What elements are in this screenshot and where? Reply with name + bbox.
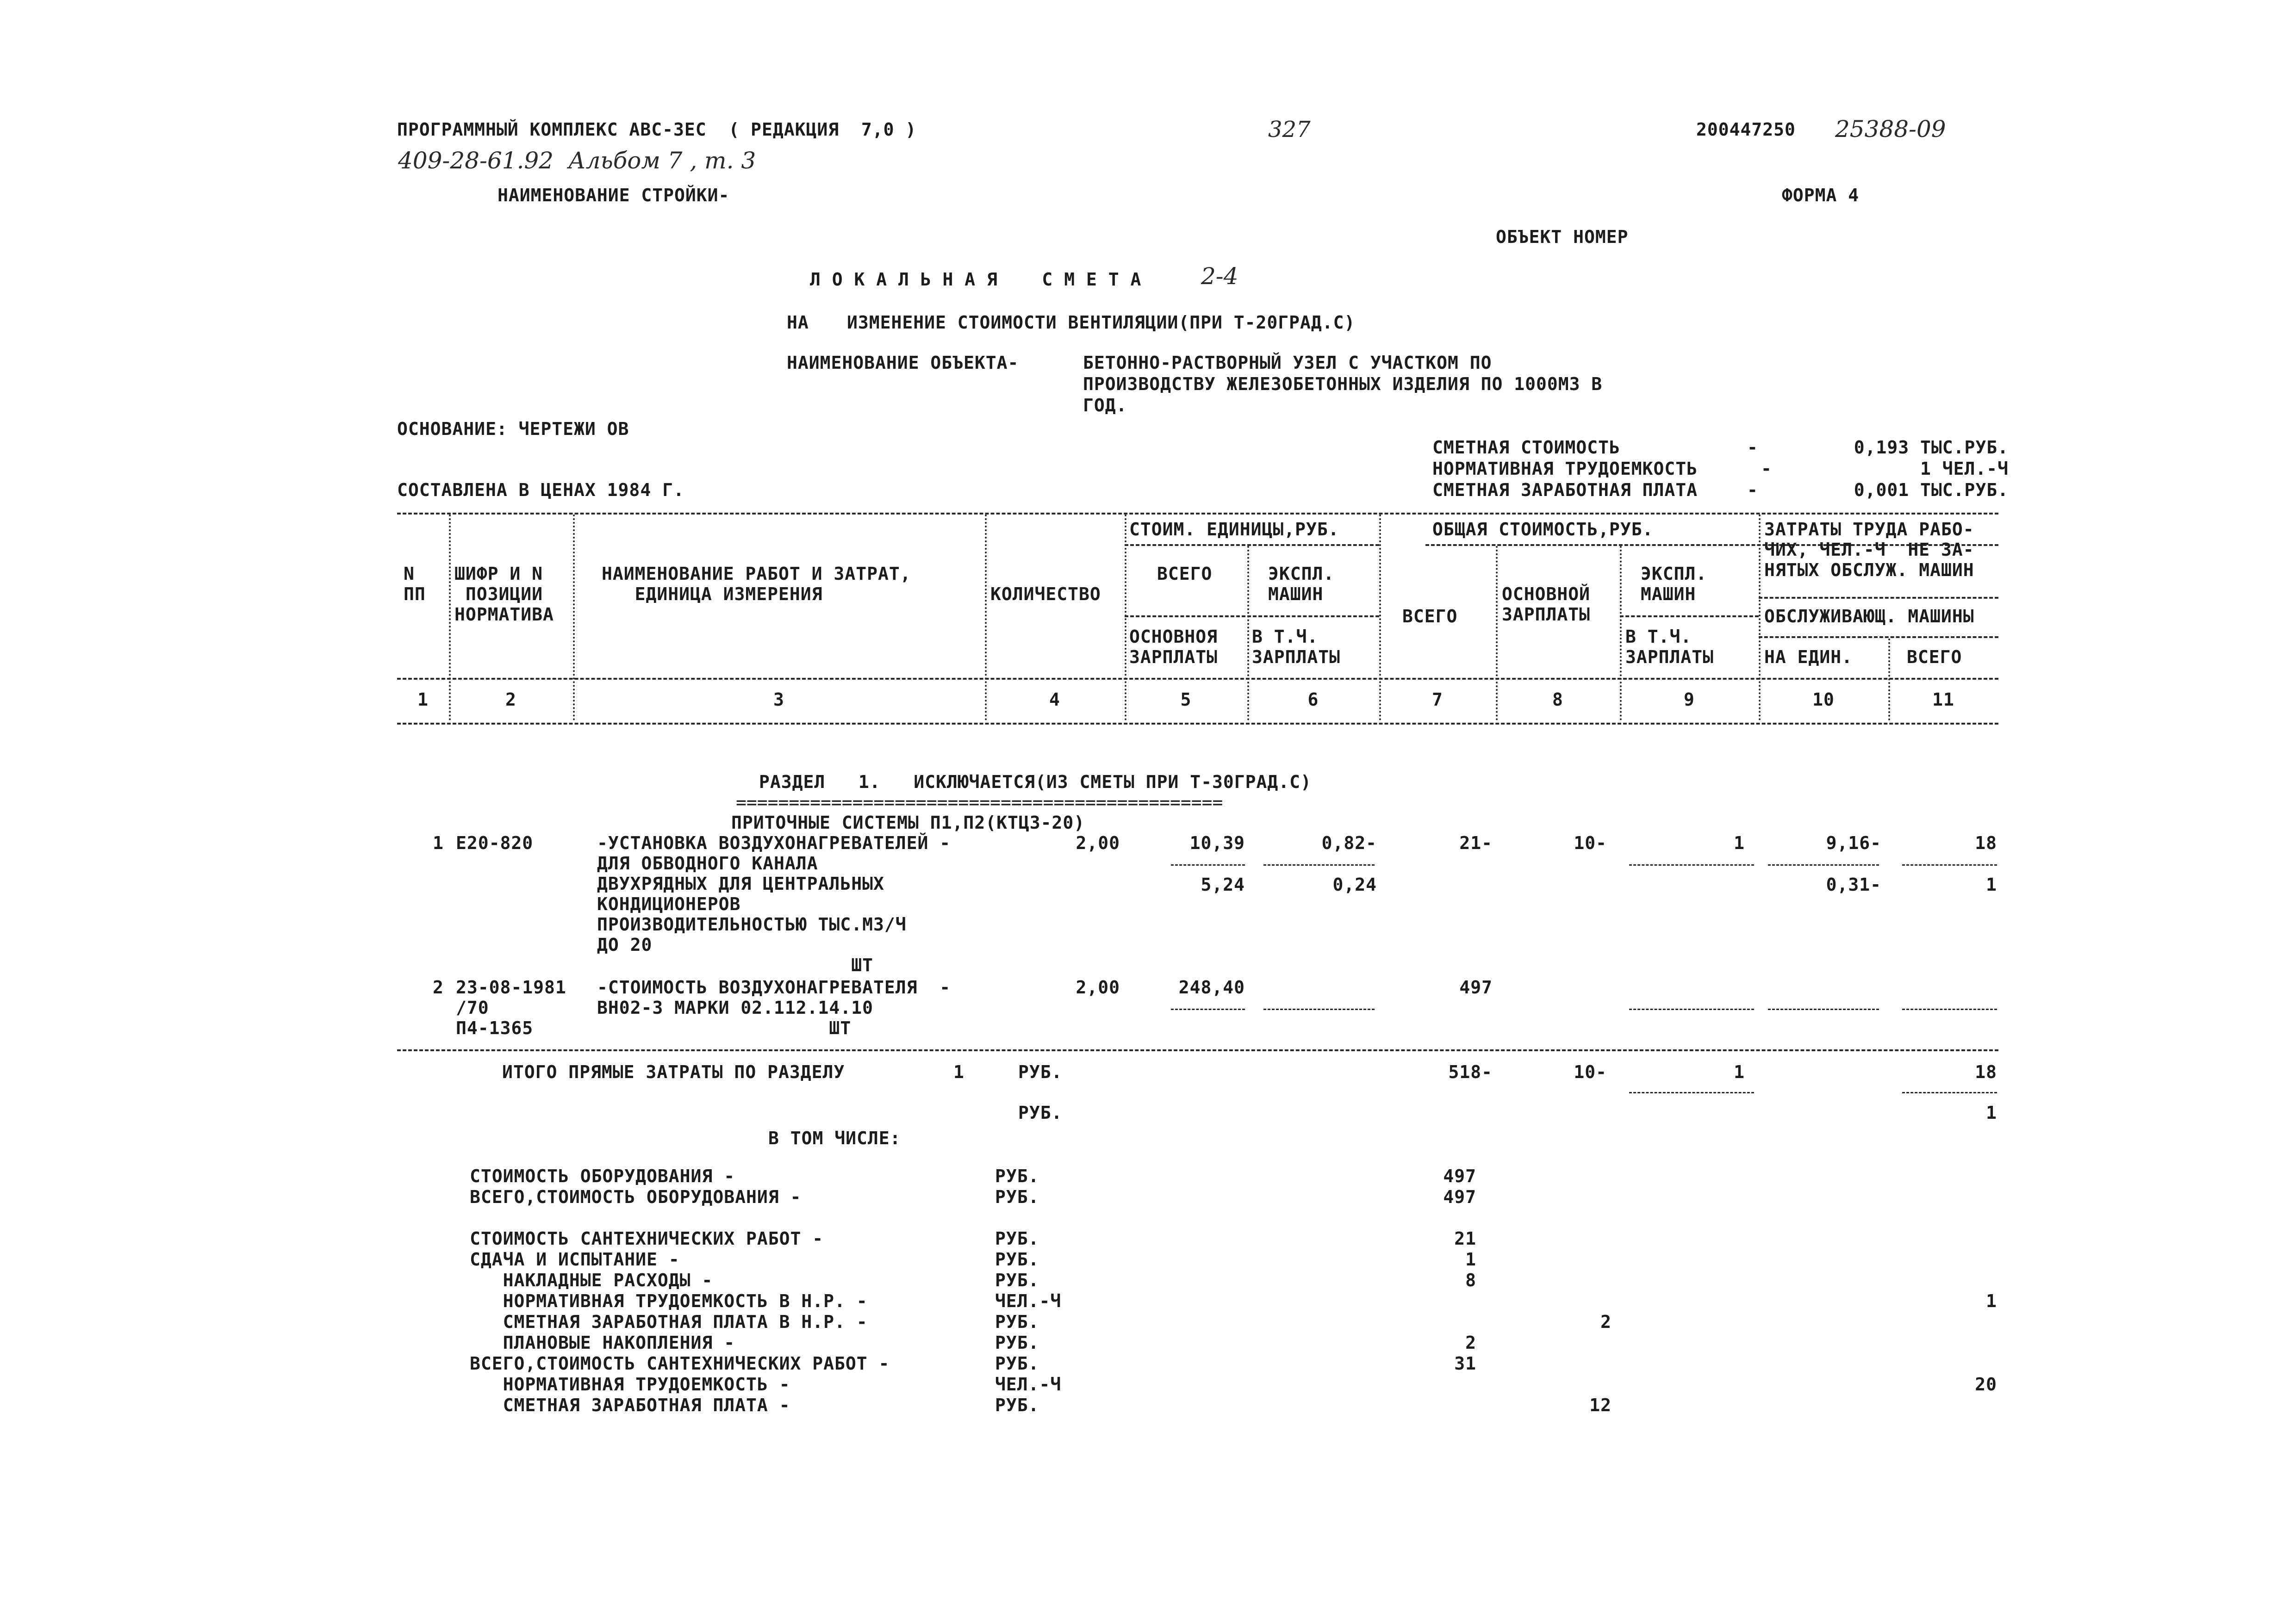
- col-number: 10: [1812, 689, 1835, 710]
- table-top-rule: [397, 513, 1998, 515]
- breakdown-total: 497: [1443, 1166, 1476, 1186]
- row1-c11: 18: [1975, 833, 1997, 853]
- col-number: 1: [417, 689, 429, 710]
- object-line-2: ПРОИЗВОДСТВУ ЖЕЛЕЗОБЕТОННЫХ ИЗДЕЛИЯ ПО 1000М3 В: [1083, 374, 1603, 394]
- breakdown-unit: РУБ.: [995, 1270, 1039, 1290]
- breakdown-label: ПЛАНОВЫЕ НАКОПЛЕНИЯ -: [470, 1333, 735, 1353]
- including-label: В ТОМ ЧИСЛЕ:: [768, 1128, 901, 1148]
- th-uc-base: ОСНОВНОЯ ЗАРПЛАТЫ: [1129, 626, 1218, 667]
- th-code: ШИФР И N ПОЗИЦИИ НОРМАТИВА: [454, 564, 554, 625]
- row1-c9-rule: [1629, 864, 1754, 866]
- breakdown-unit: РУБ.: [995, 1187, 1039, 1207]
- document-code: 200447250: [1696, 119, 1796, 140]
- breakdown-c8: 2: [1600, 1312, 1612, 1332]
- summary-value-cost: 0,193 ТЫС.РУБ.: [1854, 437, 2009, 458]
- totals-c11b: 1: [1986, 1103, 1997, 1123]
- breakdown-total: 21: [1454, 1228, 1476, 1249]
- breakdown-unit: РУБ.: [995, 1249, 1039, 1270]
- totals-c8: 10-: [1574, 1062, 1607, 1082]
- col-number: 9: [1684, 689, 1695, 710]
- th-labor-sub: ОБСЛУЖИВАЮЩ. МАШИНЫ: [1764, 606, 1974, 626]
- row1-text: -УСТАНОВКА ВОЗДУХОНАГРЕВАТЕЛЕЙ - ДЛЯ ОБВОДНОГО КАНАЛА ДВУХРЯДНЫХ ДЛЯ ЦЕНТРАЛЬНЫХ КОНДИЦИОНЕРОВ ПРОИЗВОДИТЕЛЬНОСТЬЮ ТЫС.М3/Ч ДО 20 ШТ: [597, 833, 951, 975]
- breakdown-label: НОРМАТИВНАЯ ТРУДОЕМКОСТЬ -: [470, 1374, 790, 1395]
- na-label: НА: [787, 312, 809, 333]
- breakdown-c11: 20: [1975, 1374, 1997, 1395]
- page-number: 327: [1268, 117, 1311, 143]
- row1-qty: 2,00: [1076, 833, 1120, 853]
- breakdown-label: ВСЕГО,СТОИМОСТЬ ОБОРУДОВАНИЯ -: [470, 1187, 802, 1207]
- th-tc-base: ОСНОВНОЙ ЗАРПЛАТЫ: [1502, 584, 1591, 625]
- summary-sep-labor: -: [1761, 459, 1772, 479]
- construction-name-label: НАИМЕНОВАНИЕ СТРОЙКИ-: [498, 185, 730, 205]
- object-label: НАИМЕНОВАНИЕ ОБЪЕКТА-: [787, 353, 1019, 373]
- section-title: РАЗДЕЛ 1. ИСКЛЮЧАЕТСЯ(ИЗ СМЕТЫ ПРИ Т-30ГРАД.С): [759, 772, 1312, 792]
- breakdown-label: НОРМАТИВНАЯ ТРУДОЕМКОСТЬ В Н.Р. -: [470, 1291, 868, 1311]
- totals-unit: РУБ.: [1018, 1062, 1063, 1082]
- totals-unit-2: РУБ.: [1018, 1103, 1063, 1123]
- row1-c8: 10-: [1574, 833, 1607, 853]
- row1-c10b: 0,31-: [1826, 874, 1881, 895]
- col-number: 6: [1307, 689, 1319, 710]
- handwritten-code: 25388-09: [1835, 116, 1946, 143]
- estimate-subject: ИЗМЕНЕНИЕ СТОИМОСТИ ВЕНТИЛЯЦИИ(ПРИ Т-20ГРАД.С): [847, 312, 1356, 333]
- tc-mach-mid-rule: [1620, 615, 1759, 617]
- breakdown-label: СДАЧА И ИСПЫТАНИЕ -: [470, 1249, 680, 1270]
- breakdown-c11: 1: [1986, 1291, 1997, 1311]
- table-numbers-bottom-rule: [397, 723, 1998, 725]
- breakdown-unit: РУБ.: [995, 1228, 1039, 1249]
- breakdown-c8: 12: [1589, 1395, 1612, 1415]
- row1-c5-rule: [1171, 864, 1245, 866]
- object-line-1: БЕТОННО-РАСТВОРНЫЙ УЗЕЛ С УЧАСТКОМ ПО: [1083, 353, 1492, 373]
- th-labor-unit: НА ЕДИН.: [1764, 647, 1853, 667]
- breakdown-unit: ЧЕЛ.-Ч: [995, 1374, 1062, 1395]
- row1-c11-rule: [1902, 864, 1997, 866]
- breakdown-unit: РУБ.: [995, 1166, 1039, 1186]
- summary-sep-cost: -: [1747, 437, 1758, 458]
- col-number: 4: [1049, 689, 1060, 710]
- breakdown-label: СМЕТНАЯ ЗАРАБОТНАЯ ПЛАТА В Н.Р. -: [470, 1312, 868, 1332]
- th-uc-total: ВСЕГО: [1157, 564, 1213, 584]
- col-number: 5: [1180, 689, 1192, 710]
- breakdown-label: НАКЛАДНЫЕ РАСХОДЫ -: [470, 1270, 713, 1290]
- summary-value-labor: 1 ЧЕЛ.-Ч: [1920, 459, 2009, 479]
- breakdown-unit: РУБ.: [995, 1353, 1039, 1374]
- row1-n: 1: [433, 833, 444, 853]
- row1-c6-rule: [1263, 864, 1375, 866]
- prices-year: СОСТАВЛЕНА В ЦЕНАХ 1984 Г.: [397, 480, 684, 500]
- summary-label-wage: СМЕТНАЯ ЗАРАБОТНАЯ ПЛАТА: [1432, 480, 1698, 500]
- row2-c9-rule: [1629, 1009, 1754, 1010]
- summary-label-labor: НОРМАТИВНАЯ ТРУДОЕМКОСТЬ: [1432, 459, 1698, 479]
- col-number: 8: [1552, 689, 1563, 710]
- rows-bottom-rule: [397, 1049, 1998, 1051]
- th-uc-mach: ЭКСПЛ. МАШИН: [1268, 564, 1335, 604]
- row1-c5b: 5,24: [1201, 874, 1245, 895]
- th-total-cost: ОБЩАЯ СТОИМОСТЬ,РУБ.: [1432, 519, 1654, 539]
- unit-cost-mid-rule: [1125, 615, 1379, 617]
- row2-c5: 248,40: [1178, 977, 1245, 998]
- section-systems: ПРИТОЧНЫЕ СИСТЕМЫ П1,П2(КТЦ3-20): [731, 812, 1085, 833]
- breakdown-label: СТОИМОСТЬ САНТЕХНИЧЕСКИХ РАБОТ -: [470, 1228, 824, 1249]
- row1-c10-rule: [1768, 864, 1879, 866]
- row2-code: 23-08-1981 /70 П4-1365: [456, 977, 566, 1038]
- row2-c10-rule: [1768, 1009, 1879, 1010]
- row2-c7: 497: [1459, 977, 1493, 998]
- th-tc-mach: ЭКСПЛ. МАШИН: [1641, 564, 1707, 604]
- handwritten-estimate-number: 2-4: [1201, 263, 1238, 290]
- col-number: 11: [1932, 689, 1954, 710]
- row2-c5-rule: [1171, 1009, 1245, 1010]
- th-labor: ЗАТРАТЫ ТРУДА РАБО- ЧИХ, ЧЕЛ.-Ч НЕ ЗА- НЯТЫХ ОБСЛУЖ. МАШИН: [1764, 519, 1974, 580]
- row1-c6b: 0,24: [1332, 874, 1377, 895]
- breakdown-total: 8: [1465, 1270, 1476, 1290]
- totals-section-no: 1: [953, 1062, 964, 1082]
- breakdown-unit: РУБ.: [995, 1312, 1039, 1332]
- summary-value-wage: 0,001 ТЫС.РУБ.: [1854, 480, 2009, 500]
- row2-text: -СТОИМОСТЬ ВОЗДУХОНАГРЕВАТЕЛЯ - ВН02-3 МАРКИ 02.112.14.10 ШТ: [597, 977, 951, 1038]
- row1-c11b: 1: [1986, 874, 1997, 895]
- totals-label: ИТОГО ПРЯМЫЕ ЗАТРАТЫ ПО РАЗДЕЛУ: [502, 1062, 845, 1082]
- row1-c10: 9,16-: [1826, 833, 1881, 853]
- breakdown-unit: ЧЕЛ.-Ч: [995, 1291, 1062, 1311]
- row2-c11-rule: [1902, 1009, 1997, 1010]
- object-line-3: ГОД.: [1083, 395, 1127, 415]
- row2-n: 2: [433, 977, 444, 998]
- th-unit-cost: СТОИМ. ЕДИНИЦЫ,РУБ.: [1129, 519, 1339, 539]
- labor-low-rule: [1759, 636, 1998, 638]
- row1-code: Е20-820: [456, 833, 534, 853]
- th-name: НАИМЕНОВАНИЕ РАБОТ И ЗАТРАТ, ЕДИНИЦА ИЗМЕРЕНИЯ: [602, 564, 911, 604]
- th-tc-incl: В Т.Ч. ЗАРПЛАТЫ: [1625, 626, 1714, 667]
- row1-c5: 10,39: [1189, 833, 1245, 853]
- program-name: ПРОГРАММНЫЙ КОМПЛЕКС АВС-3ЕС ( РЕДАКЦИЯ 7,0 ): [397, 119, 917, 140]
- totals-c11-rule: [1902, 1092, 1997, 1093]
- row1-c6: 0,82-: [1321, 833, 1377, 853]
- breakdown-unit: РУБ.: [995, 1395, 1039, 1415]
- labor-mid-rule: [1759, 597, 1998, 599]
- breakdown-label: СТОИМОСТЬ ОБОРУДОВАНИЯ -: [470, 1166, 735, 1186]
- row1-c7: 21-: [1459, 833, 1493, 853]
- th-labor-total: ВСЕГО: [1907, 647, 1962, 667]
- breakdown-unit: РУБ.: [995, 1333, 1039, 1353]
- summary-label-cost: СМЕТНАЯ СТОИМОСТЬ: [1432, 437, 1620, 458]
- object-number-label: ОБЪЕКТ НОМЕР: [1496, 227, 1629, 247]
- estimate-heading: Л О К А Л Ь Н А Я С М Е Т А: [810, 269, 1142, 290]
- handwritten-album: 409-28-61.92 Альбом 7 , т. 3: [398, 147, 756, 174]
- section-underline: ==============================================: [736, 792, 1223, 812]
- totals-c11: 18: [1975, 1062, 1997, 1082]
- breakdown-label: ВСЕГО,СТОИМОСТЬ САНТЕХНИЧЕСКИХ РАБОТ -: [470, 1353, 890, 1374]
- breakdown-label: СМЕТНАЯ ЗАРАБОТНАЯ ПЛАТА -: [470, 1395, 790, 1415]
- basis: ОСНОВАНИЕ: ЧЕРТЕЖИ ОВ: [397, 419, 629, 439]
- breakdown-total: 1: [1465, 1249, 1476, 1270]
- col-number: 7: [1432, 689, 1443, 710]
- th-tc-total: ВСЕГО: [1402, 606, 1458, 626]
- breakdown-total: 31: [1454, 1353, 1476, 1374]
- totals-c7: 518-: [1448, 1062, 1493, 1082]
- row1-c9: 1: [1734, 833, 1745, 853]
- row2-qty: 2,00: [1076, 977, 1120, 998]
- breakdown-total: 2: [1465, 1333, 1476, 1353]
- totals-c9: 1: [1734, 1062, 1745, 1082]
- th-uc-incl: В Т.Ч. ЗАРПЛАТЫ: [1252, 626, 1341, 667]
- col-number: 3: [773, 689, 784, 710]
- col-number: 2: [505, 689, 516, 710]
- th-n: N ПП: [404, 564, 426, 604]
- unit-cost-rule: [1125, 544, 1379, 546]
- row2-c6-rule: [1263, 1009, 1375, 1010]
- th-quantity: КОЛИЧЕСТВО: [990, 584, 1101, 604]
- table-header-bottom-rule: [397, 678, 1998, 680]
- form-label: ФОРМА 4: [1782, 185, 1860, 205]
- totals-c9-rule: [1629, 1092, 1754, 1093]
- breakdown-total: 497: [1443, 1187, 1476, 1207]
- summary-sep-wage: -: [1747, 480, 1758, 500]
